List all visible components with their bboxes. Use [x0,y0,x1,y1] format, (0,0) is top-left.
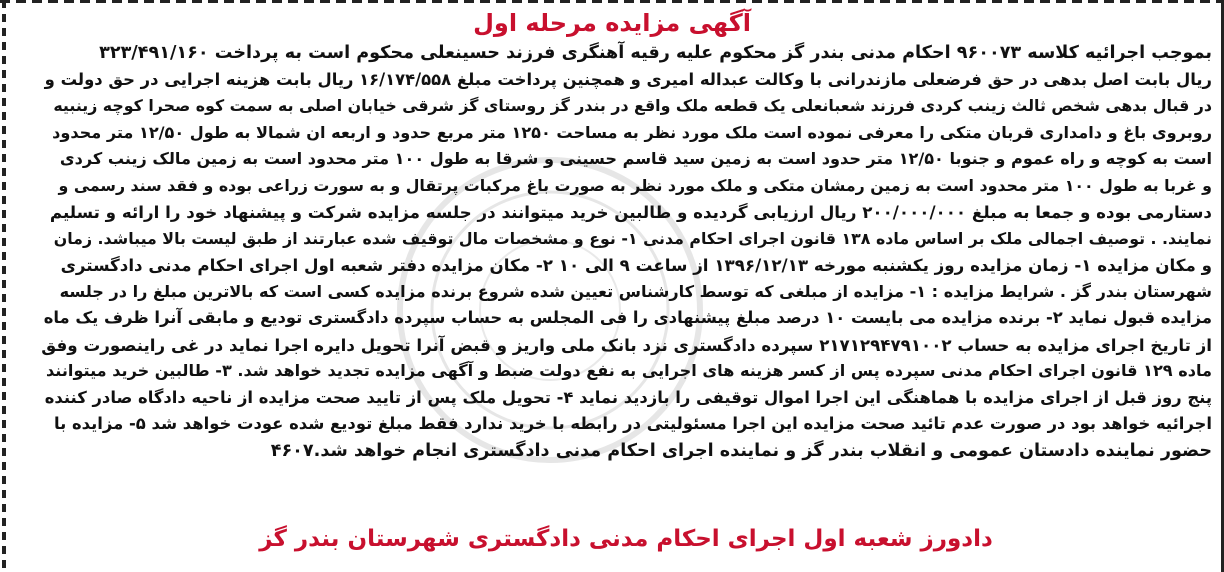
body-line: از تاریخ اجرای مزایده به حساب ۲۱۷۱۲۹۴۷۹۱۰۰۲ سپرده دادگستری نزد بانک ملی واریز و قبض آنرا تحویل دایره اجرا نماید در غی راینصورت وفق [41,334,1212,355]
body-line: ماده ۱۲۹ قانون اجرای احکام مدنی سپرده پس از کسر هزینه های اجرایی به نفع دولت ضبط و آگهی مزایده تجدید خواهد شد. ۳- طالبین خرید میتوانند [46,361,1212,380]
body-line: و غربا به طول ۱۰۰ متر محدود است به زمین رمشان متکی و ملک مورد نظر به صورت باغ مرکبات پرتقال و به سورت زراعی بوده و فقد سند رسمی و [58,175,1212,195]
body-line: بموجب اجرائیه کلاسه ۹۶۰۰۷۳ احکام مدنی بندر گز محکوم علیه رقیه آهنگری فرزند حسینعلی محکوم است به پرداخت ۳۲۳/۴۹۱/۱۶۰ [99,43,1212,63]
body-line: مزایده قبول نماید ۲- برنده مزایده می بایست ۱۰ درصد مبلغ پیشنهادی را فی المجلس به حساب سپرده دادگستری تودیع و مابقی آنرا ظرف یک ماه [43,308,1212,327]
left-border [2,0,6,572]
top-border [0,0,1224,3]
signature-line: دادورز شعبه اول اجرای احکام مدنی دادگستری شهرستان بندر گز [259,526,993,552]
body-line: و مکان مزایده ۱- زمان مزایده روز یکشنبه مورخه ۱۳۹۶/۱۲/۱۳ از ساعت ۹ الی ۱۰ ۲- مکان مزایده دفتر شعبه اول اجرای احکام مدنی دادگستری [60,255,1212,275]
body-line: شهرستان بندر گز . شرایط مزایده : ۱- مزایده از مبلغی که توسط کارشناس تعیین شده شروع برنده مزایده کسی است که بالاترین مبلغ را در جلسه [59,281,1212,301]
body-line: ریال بابت اصل بدهی در حق فرضعلی مازندرانی با وکالت عبداله امیری و همچنین پرداخت مبلغ ۱۶/۱۷۴/۵۵۸ ریال بابت هزینه اجرایی در حق دولت و [44,69,1212,89]
body-line: است به کوچه و راه عموم و جنوبا ۱۲/۵۰ متر حدود است به زمین سید قاسم حسینی و شرقا به طول ۱۰۰ متر محدود است به زمین مالک زینب کردی [59,149,1212,168]
body-line: نمایند. . توصیف اجمالی ملک بر اساس ماده ۱۳۸ قانون اجرای احکام مدنی ۱- نوع و مشخصات مال توقیف شده عبارتند از طبق لیست بالا میباشد. زمان [53,228,1212,248]
notice-title: آگهی مزایده مرحله اول [473,9,751,37]
body-line: دستارمی بوده و جمعا به مبلغ ۲۰۰/۰۰۰/۰۰۰ ریال ارزیابی گردیده و طالبین خرید میتوانند در جلسه مزایده شرکت و پیشنهاد خود را ارائه و تسلیم [49,202,1212,222]
body-line: پنج روز قبل از اجرای مزایده با هماهنگی این اجرا اموال توقیفی را بازدید نماید ۴- تحویل ملک پس از تایید صحت مزایده از ناحیه دادگاه صادر کننده [44,387,1212,407]
body-line: در قبال بدهی شخص ثالث زینب کردی فرزند شعبانعلی یک قطعه ملک واقع در بندر گز روستای گز شرقی خیابان اصلی به سمت کوه صحرا کوچه زینبیه [53,96,1212,115]
body-line: روبروی باغ و دامداری قربان متکی را معرفی نموده است ملک مورد نظر به مساحت ۱۲۵۰ متر مربع حدود و اربعه ان شمالا به طول ۱۲/۵۰ متر محدود [52,122,1212,142]
notice-body [40,40,1212,464]
body-line: اجرائیه خواهد بود در صورت عدم تائید صحت مزایده این اجرا مسئولیتی در رابطه با خرید ندارد فقط مبلغ تودیع شده عودت خواهد شد ۵- مزایده با [53,414,1212,433]
body-line: حضور نماینده دادستان عمومی و انقلاب بندر گز و نماینده اجرای احکام مدنی دادگستری انجام خواهد شد.۴۶۰۷ [270,440,1212,461]
